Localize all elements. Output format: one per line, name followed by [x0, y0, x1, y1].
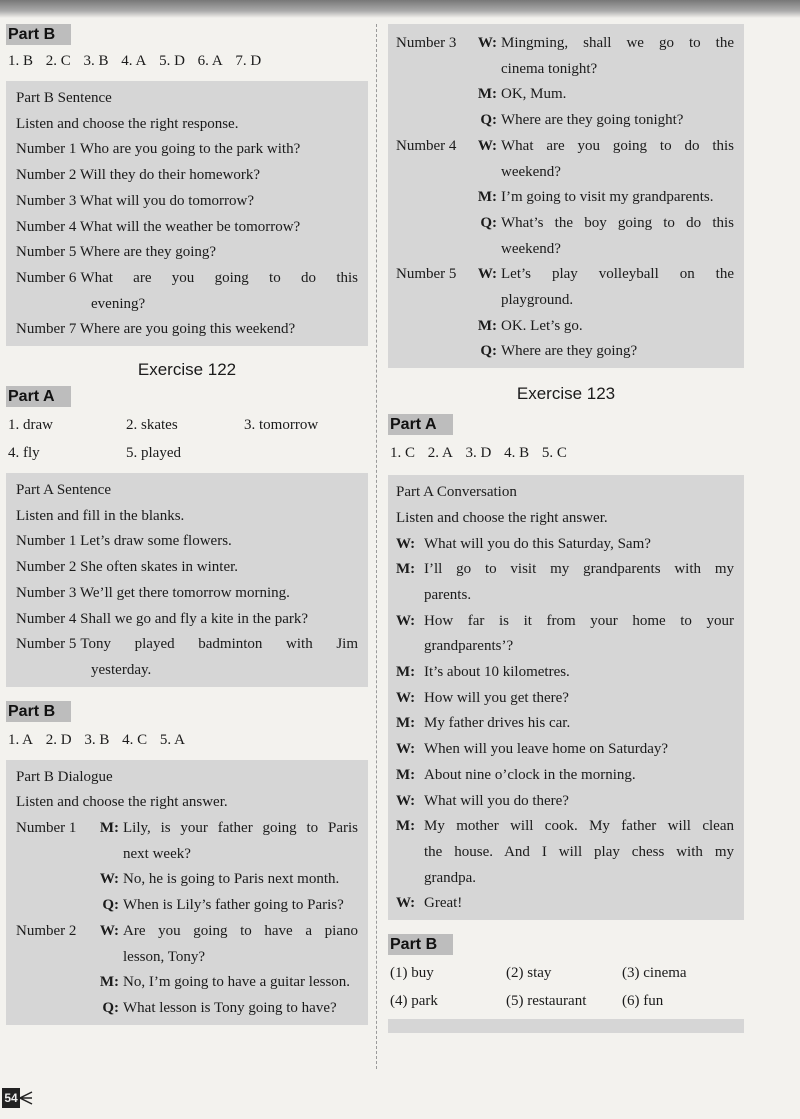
conversation-line [396, 660, 734, 686]
speaker: W: [99, 922, 119, 939]
box-title: Part B Dialogue [16, 768, 113, 785]
dialogue-line [396, 262, 734, 288]
line-text: No, he is going to Paris next month. [123, 871, 340, 888]
speaker: W: [396, 741, 416, 758]
speaker: M: [396, 664, 416, 681]
speaker: M: [396, 818, 416, 835]
answer: 1. draw [8, 417, 53, 434]
answer: 2. D [45, 731, 72, 748]
conversation-line [396, 686, 734, 712]
line-text: What will you do there? [424, 792, 569, 809]
conversation-line [396, 891, 734, 917]
line-text: My father drives his car. [424, 715, 571, 732]
line-text: What will you do this Saturday, Sam? [424, 535, 651, 552]
transcript-box-conversation [388, 475, 744, 920]
box-instruction: Listen and choose the right answer. [396, 509, 608, 526]
answer: 3. tomorrow [244, 417, 319, 434]
line-continuation: parents. [424, 586, 472, 603]
conversation-line [396, 737, 734, 763]
speaker: W: [396, 689, 416, 706]
line-text: Are you going to have a piano [123, 922, 358, 939]
part-b-heading-2: Part B [6, 701, 71, 722]
dialogue-line [16, 867, 358, 893]
dialogue-line [396, 134, 734, 160]
line-number: Number 5 [16, 636, 77, 653]
conversation-line [396, 609, 734, 635]
part-a-heading: Part A [6, 386, 71, 407]
line-text: What are you going to do this [80, 269, 358, 286]
dialogue-line [396, 185, 734, 211]
dialogue-line [16, 970, 358, 996]
speaker: W: [396, 612, 416, 629]
line-text: How far is it from your home to your [424, 612, 734, 629]
speaker: W: [477, 137, 497, 154]
answer: 5. C [541, 445, 567, 462]
line-number: Number 5 [396, 266, 457, 283]
speaker: W: [396, 792, 416, 809]
column-divider [376, 24, 377, 1069]
conversation-line [396, 532, 734, 558]
speaker: M: [477, 86, 497, 103]
line-number: Number 3 [396, 35, 457, 51]
speaker: M: [477, 189, 497, 206]
speaker: M: [477, 317, 497, 334]
speaker: Q: [102, 999, 119, 1016]
part-b-answers [390, 959, 744, 1015]
speaker: W: [396, 895, 416, 912]
line-continuation: cinema tonight? [501, 60, 598, 77]
right-column [388, 24, 744, 1033]
line-text: When is Lily’s father going to Paris? [123, 897, 344, 914]
dialogue-line [396, 211, 734, 237]
answer: 4. A [121, 53, 147, 69]
line-number: Number 4 [396, 137, 457, 154]
line-continuation: next week? [123, 845, 191, 862]
line-text: No, I’m going to have a guitar lesson. [123, 974, 351, 991]
line-text: When will you leave home on Saturday? [424, 741, 669, 758]
answer: 4. B [504, 445, 530, 462]
line-text: Tony played badminton with Jim [80, 636, 358, 653]
transcript-line: Number 3 We’ll get there tomorrow morning. [16, 584, 290, 601]
answer: (4) park [390, 993, 438, 1010]
answer: 4. C [122, 731, 148, 748]
answer: (1) buy [390, 965, 434, 982]
part-a-answers [390, 443, 744, 463]
left-column [6, 24, 368, 1025]
line-text: Let’s play volleyball on the [501, 266, 734, 283]
box-title: Part A Sentence [16, 482, 111, 499]
part-b-heading: Part B [6, 24, 71, 45]
answer: 3. B [84, 731, 110, 748]
dialogue-line [16, 919, 358, 945]
answer: 5. A [159, 731, 185, 748]
box-instruction: Listen and fill in the blanks. [16, 507, 185, 524]
line-continuation: evening? [91, 295, 146, 312]
transcript-line: Number 3 What will you do tomorrow? [16, 192, 255, 209]
line-text: Great! [424, 895, 463, 912]
answer: 5. D [159, 53, 185, 69]
line-text: Where are they going? [501, 343, 638, 360]
transcript-box-dialogue [6, 760, 368, 1025]
line-text: About nine o’clock in the morning. [424, 766, 636, 783]
answer: (2) stay [506, 965, 552, 982]
page-number: 54 [2, 1088, 20, 1108]
box-title: Part A Conversation [396, 484, 517, 501]
answer: 3. B [83, 53, 109, 69]
part-b-answers [8, 51, 368, 71]
box-instruction: Listen and choose the right response. [16, 115, 239, 132]
line-text: Where are they going tonight? [501, 112, 684, 129]
dialogue-line [396, 82, 734, 108]
exercise-123-title: Exercise 123 [516, 384, 616, 404]
line-text: Mingming, shall we go to the [501, 35, 734, 51]
speaker: W: [477, 35, 497, 51]
transcript-line: Number 2 Will they do their homework? [16, 167, 261, 184]
answer: 2. skates [126, 417, 178, 434]
speaker: W: [396, 535, 416, 552]
dialogue-line [16, 893, 358, 919]
answer: 1. B [8, 53, 34, 69]
transcript-line: Number 4 Shall we go and fly a kite in the park? [16, 610, 309, 627]
speaker: M: [396, 715, 416, 732]
conversation-line [396, 711, 734, 737]
conversation-line [396, 557, 734, 583]
line-continuation: playground. [501, 292, 574, 309]
answer: (5) restaurant [506, 993, 587, 1010]
line-text: What lesson is Tony going to have? [123, 999, 337, 1016]
answer: 2. C [45, 53, 71, 69]
line-text: What’s the boy going to do this [501, 214, 734, 231]
line-text: What are you going to do this [501, 137, 734, 154]
answer: 1. A [8, 731, 34, 748]
empty-grey-box [388, 1019, 744, 1033]
answer: (3) cinema [622, 965, 687, 982]
answer: 1. C [390, 445, 416, 462]
page-top-shadow [0, 0, 800, 18]
dialogue-line [16, 996, 358, 1022]
transcript-line [16, 632, 358, 658]
transcript-line [16, 266, 358, 292]
speaker: M: [99, 974, 119, 991]
transcript-line: Number 1 Let’s draw some flowers. [16, 533, 232, 550]
page-corner-decoration-icon [20, 1090, 34, 1106]
box-instruction: Listen and choose the right answer. [16, 794, 228, 811]
transcript-box-fill-blanks [6, 473, 368, 687]
box-title: Part B Sentence [16, 90, 112, 106]
line-text: I’m going to visit my grandparents. [501, 189, 714, 206]
line-text: My mother will cook. My father will clean [424, 818, 734, 835]
exercise-122-title: Exercise 122 [137, 360, 237, 380]
part-b-heading: Part B [388, 934, 453, 955]
speaker: Q: [480, 112, 497, 129]
line-continuation: grandparents’? [424, 638, 514, 655]
line-text: Lily, is your father going to Paris [123, 820, 358, 837]
line-continuation: lesson, Tony? [123, 948, 206, 965]
dialogue-line [396, 339, 734, 365]
line-text: OK, Mum. [501, 86, 567, 103]
line-number: Number 6 [16, 269, 77, 286]
line-number: Number 1 [16, 820, 77, 837]
line-continuation: weekend? [501, 240, 561, 257]
conversation-line [396, 814, 734, 840]
answer: 4. fly [8, 445, 40, 462]
dialogue-line [396, 31, 734, 57]
transcript-line: Number 2 She often skates in winter. [16, 559, 239, 576]
transcript-line: Number 5 Where are they going? [16, 244, 217, 261]
speaker: M: [99, 820, 119, 837]
speaker: W: [99, 871, 119, 888]
part-b-answers-2 [8, 730, 368, 750]
line-number: Number 2 [16, 922, 77, 939]
line-continuation: grandpa. [424, 869, 477, 886]
part-a-heading: Part A [388, 414, 453, 435]
line-text: How will you get there? [424, 689, 569, 706]
line-continuation: the house. And I will play chess with my [424, 843, 734, 860]
speaker: Q: [480, 214, 497, 231]
speaker: M: [396, 766, 416, 783]
dialogue-line [16, 816, 358, 842]
answer: 3. D [465, 445, 492, 462]
transcript-line: Number 7 Where are you going this weekend? [16, 321, 296, 338]
transcript-line: Number 4 What will the weather be tomorrow? [16, 218, 301, 235]
answer: 6. A [197, 53, 223, 69]
line-text: It’s about 10 kilometres. [424, 664, 570, 681]
speaker: M: [396, 561, 416, 578]
answer: 2. A [427, 445, 453, 462]
answer: 5. played [126, 445, 181, 462]
conversation-line [396, 763, 734, 789]
line-text: I’ll go to visit my grandparents with my [424, 561, 734, 578]
transcript-box-dialogue-continued [388, 24, 744, 368]
speaker: Q: [480, 343, 497, 360]
transcript-box-sentence [6, 81, 368, 346]
answer: 7. D [235, 53, 262, 69]
dialogue-line [396, 314, 734, 340]
answer: (6) fun [622, 993, 664, 1010]
line-continuation: yesterday. [91, 661, 152, 678]
line-text: OK. Let’s go. [501, 317, 583, 334]
dialogue-line [396, 108, 734, 134]
part-a-answers [8, 411, 368, 467]
speaker: Q: [102, 897, 119, 914]
conversation-line [396, 789, 734, 815]
speaker: W: [477, 266, 497, 283]
transcript-line: Number 1 Who are you going to the park with? [16, 141, 301, 158]
line-continuation: weekend? [501, 163, 561, 180]
